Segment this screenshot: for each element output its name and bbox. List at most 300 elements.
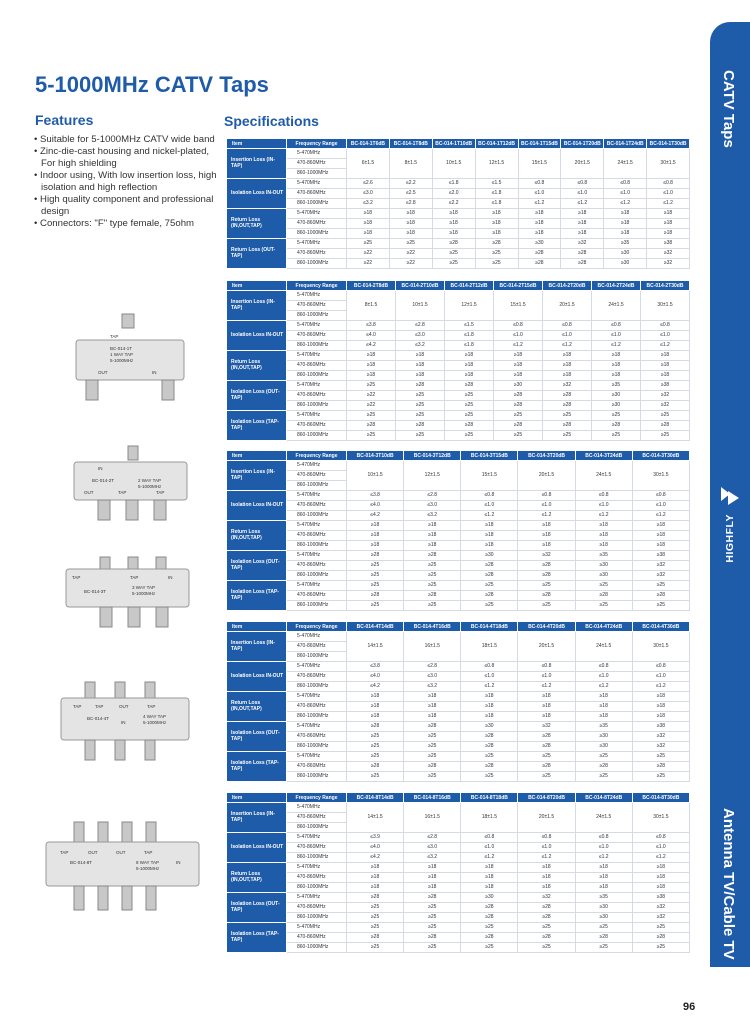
column-header: BC-014-8T20dB	[518, 793, 575, 803]
table-row	[227, 722, 690, 732]
label-model: BC-014-2T	[92, 478, 115, 483]
table-row	[227, 873, 690, 883]
value-cell: ≤1.2	[632, 853, 689, 863]
table-row	[227, 209, 690, 219]
value-cell: ≥25	[347, 943, 404, 953]
value-cell: ≥28	[404, 933, 461, 943]
value-cell: ≥28	[518, 571, 575, 581]
table-row	[227, 833, 690, 843]
value-cell: ≥28	[396, 421, 445, 431]
table-row	[227, 461, 690, 471]
column-header: Frequency Range	[287, 622, 347, 632]
label-type: 2 WAY TAP	[138, 478, 162, 483]
value-cell: ≥18	[389, 219, 432, 229]
insertion-loss-cell: 20±1.5	[518, 461, 575, 491]
column-header: Item	[227, 281, 287, 291]
value-cell: ≥25	[347, 239, 390, 249]
item-label: Isolation Loss (OUT-TAP)	[227, 381, 287, 411]
value-cell: ≥18	[404, 883, 461, 893]
value-cell: ≥18	[632, 692, 689, 702]
label-tap: TAP	[110, 334, 119, 339]
value-cell: ≤1.0	[604, 189, 647, 199]
value-cell: ≤2.2	[432, 199, 475, 209]
label-in: IN	[168, 575, 173, 580]
value-cell: ≥18	[632, 521, 689, 531]
insertion-loss-cell: 24±1.5	[575, 632, 632, 662]
table-row	[227, 341, 690, 351]
value-cell: ≥18	[432, 229, 475, 239]
value-cell: ≥18	[404, 531, 461, 541]
table-row	[227, 702, 690, 712]
insertion-loss-cell: 14±1.5	[347, 803, 404, 833]
value-cell: ≥28	[518, 913, 575, 923]
value-cell: ≥25	[592, 431, 641, 441]
value-cell: ≥18	[347, 531, 404, 541]
column-header: BC-014-1T15dB	[518, 139, 561, 149]
insertion-loss-cell: 30±1.5	[632, 803, 689, 833]
value-cell: ≥25	[461, 601, 518, 611]
value-cell: ≥25	[461, 772, 518, 782]
frequency-cell: 860-1000MHz	[287, 401, 347, 411]
table-row	[227, 381, 690, 391]
insertion-loss-cell: 20±1.5	[543, 291, 592, 321]
value-cell: ≥35	[575, 722, 632, 732]
value-cell: ≤1.0	[632, 843, 689, 853]
frequency-cell: 5-470MHz	[287, 923, 347, 933]
frequency-cell: 470-860MHz	[287, 702, 347, 712]
value-cell: ≥25	[632, 752, 689, 762]
item-label: Return Loss (IN,OUT,TAP)	[227, 863, 287, 893]
value-cell: ≤4.0	[347, 672, 404, 682]
value-cell: ≥25	[347, 581, 404, 591]
insertion-loss-cell: 30±1.5	[632, 461, 689, 491]
value-cell: ≥25	[632, 943, 689, 953]
item-label: Return Loss (OUT-TAP)	[227, 239, 287, 269]
value-cell: ≥18	[461, 883, 518, 893]
table-row	[227, 421, 690, 431]
column-header: BC-014-2T30dB	[641, 281, 690, 291]
value-cell: ≤2.8	[404, 662, 461, 672]
column-header: BC-014-4T18dB	[461, 622, 518, 632]
item-label: Isolation Loss IN-OUT	[227, 491, 287, 521]
table-row	[227, 712, 690, 722]
value-cell: ≥28	[561, 259, 604, 269]
label-out: OUT	[84, 490, 94, 495]
frequency-cell: 470-860MHz	[287, 501, 347, 511]
value-cell: ≤1.0	[632, 672, 689, 682]
table-row	[227, 662, 690, 672]
value-cell: ≥18	[404, 702, 461, 712]
table-row	[227, 179, 690, 189]
value-cell: ≤1.0	[632, 501, 689, 511]
label-tap: TAP	[73, 704, 82, 709]
insertion-loss-cell: 14±1.5	[347, 632, 404, 662]
feature-item: • High quality component and professional design	[33, 194, 218, 218]
value-cell: ≥38	[632, 722, 689, 732]
value-cell: ≤0.8	[575, 491, 632, 501]
feature-item: • Zinc-die-cast housing and nickel-plated, For high shielding	[33, 146, 218, 170]
value-cell: ≥38	[632, 893, 689, 903]
value-cell: ≥25	[518, 752, 575, 762]
value-cell: ≥18	[347, 521, 404, 531]
value-cell: ≥25	[404, 601, 461, 611]
frequency-cell: 5-470MHz	[287, 149, 347, 159]
frequency-cell: 470-860MHz	[287, 672, 347, 682]
value-cell: ≤1.8	[475, 189, 518, 199]
value-cell: ≥30	[461, 551, 518, 561]
sidebar-category: Antenna TV/Cable TV	[720, 808, 737, 960]
value-cell: ≥25	[543, 431, 592, 441]
value-cell: ≤1.2	[575, 682, 632, 692]
value-cell: ≤1.2	[461, 853, 518, 863]
table-row	[227, 893, 690, 903]
frequency-cell: 860-1000MHz	[287, 652, 347, 662]
value-cell: ≥18	[561, 219, 604, 229]
value-cell: ≥18	[647, 209, 690, 219]
value-cell: ≥28	[461, 591, 518, 601]
value-cell: ≤1.2	[518, 853, 575, 863]
value-cell: ≥18	[475, 209, 518, 219]
value-cell: ≥22	[347, 249, 390, 259]
label-tap: TAP	[144, 850, 153, 855]
value-cell: ≥30	[494, 381, 543, 391]
table-row	[227, 331, 690, 341]
value-cell: ≥28	[404, 722, 461, 732]
table-row	[227, 411, 690, 421]
item-label: Isolation Loss (TAP-TAP)	[227, 752, 287, 782]
column-header: BC-014-4T24dB	[575, 622, 632, 632]
frequency-cell: 470-860MHz	[287, 732, 347, 742]
value-cell: ≥28	[461, 913, 518, 923]
value-cell: ≥28	[494, 401, 543, 411]
value-cell: ≥18	[518, 531, 575, 541]
frequency-cell: 860-1000MHz	[287, 259, 347, 269]
tap-4way-image	[55, 680, 195, 770]
item-label: Isolation Loss (TAP-TAP)	[227, 411, 287, 441]
value-cell: ≥18	[518, 219, 561, 229]
value-cell: ≤3.0	[404, 843, 461, 853]
value-cell: ≥28	[461, 762, 518, 772]
value-cell: ≥18	[543, 361, 592, 371]
item-label: Isolation Loss (OUT-TAP)	[227, 551, 287, 581]
value-cell: ≥30	[604, 259, 647, 269]
item-label: Isolation Loss (OUT-TAP)	[227, 893, 287, 923]
value-cell: ≤4.2	[347, 682, 404, 692]
value-cell: ≥28	[494, 391, 543, 401]
value-cell: ≥28	[518, 742, 575, 752]
frequency-cell: 5-470MHz	[287, 722, 347, 732]
value-cell: ≥18	[641, 361, 690, 371]
value-cell: ≤1.2	[592, 341, 641, 351]
value-cell: ≤1.0	[561, 189, 604, 199]
table-row	[227, 561, 690, 571]
value-cell: ≥28	[543, 391, 592, 401]
value-cell: ≥18	[592, 361, 641, 371]
value-cell: ≥28	[461, 903, 518, 913]
table-row	[227, 632, 690, 642]
column-header: Item	[227, 451, 287, 461]
item-label: Isolation Loss IN-OUT	[227, 833, 287, 863]
label-type: 8 WAY TAP	[136, 860, 160, 865]
value-cell: ≥30	[575, 903, 632, 913]
frequency-cell: 470-860MHz	[287, 421, 347, 431]
value-cell: ≤1.0	[518, 672, 575, 682]
value-cell: ≥30	[592, 391, 641, 401]
insertion-loss-cell: 15±1.5	[461, 461, 518, 491]
frequency-cell: 860-1000MHz	[287, 511, 347, 521]
value-cell: ≥18	[632, 883, 689, 893]
table-row	[227, 803, 690, 813]
item-label: Isolation Loss (OUT-TAP)	[227, 722, 287, 752]
value-cell: ≥32	[641, 391, 690, 401]
table-row	[227, 239, 690, 249]
value-cell: ≥25	[641, 411, 690, 421]
page-number: 96	[683, 1001, 696, 1013]
value-cell: ≥30	[518, 239, 561, 249]
value-cell: ≥18	[347, 863, 404, 873]
table-row	[227, 672, 690, 682]
frequency-cell: 5-470MHz	[287, 803, 347, 813]
value-cell: ≥18	[389, 229, 432, 239]
value-cell: ≥18	[632, 863, 689, 873]
frequency-cell: 470-860MHz	[287, 903, 347, 913]
table-row	[227, 591, 690, 601]
value-cell: ≥18	[632, 712, 689, 722]
value-cell: ≥28	[641, 421, 690, 431]
value-cell: ≥25	[347, 431, 396, 441]
table-row	[227, 491, 690, 501]
insertion-loss-cell: 6±1.5	[347, 149, 390, 179]
features-heading: Features	[35, 112, 94, 128]
value-cell: ≥25	[518, 772, 575, 782]
value-cell: ≥25	[461, 581, 518, 591]
value-cell: ≥18	[632, 702, 689, 712]
value-cell: ≤0.8	[647, 179, 690, 189]
spec-table-4t	[226, 621, 690, 782]
table-row	[227, 752, 690, 762]
value-cell: ≥25	[404, 913, 461, 923]
value-cell: ≥35	[575, 893, 632, 903]
value-cell: ≥25	[404, 943, 461, 953]
value-cell: ≤1.0	[641, 331, 690, 341]
value-cell: ≤1.2	[561, 199, 604, 209]
value-cell: ≤1.2	[518, 511, 575, 521]
frequency-cell: 5-470MHz	[287, 893, 347, 903]
item-label: Isolation Loss IN-OUT	[227, 321, 287, 351]
label-freq: 5-1000MHz	[143, 720, 167, 725]
value-cell: ≥25	[575, 752, 632, 762]
frequency-cell: 470-860MHz	[287, 391, 347, 401]
value-cell: ≥28	[518, 249, 561, 259]
value-cell: ≥18	[518, 883, 575, 893]
label-tap: TAP	[156, 490, 165, 495]
column-header: BC-014-4T14dB	[347, 622, 404, 632]
value-cell: ≤3.0	[404, 672, 461, 682]
value-cell: ≤4.0	[347, 843, 404, 853]
value-cell: ≤1.0	[494, 331, 543, 341]
value-cell: ≥25	[389, 239, 432, 249]
label-model: BC-014-1T	[110, 346, 133, 351]
value-cell: ≥30	[575, 732, 632, 742]
value-cell: ≥18	[461, 863, 518, 873]
value-cell: ≥25	[404, 923, 461, 933]
value-cell: ≥25	[347, 732, 404, 742]
value-cell: ≥28	[575, 933, 632, 943]
column-header: BC-014-3T15dB	[461, 451, 518, 461]
label-out: OUT	[88, 850, 98, 855]
value-cell: ≥18	[389, 209, 432, 219]
value-cell: ≤2.8	[404, 491, 461, 501]
frequency-cell: 470-860MHz	[287, 301, 347, 311]
value-cell: ≥28	[404, 551, 461, 561]
insertion-loss-cell: 12±1.5	[445, 291, 494, 321]
label-freq: 5-1000MHz	[138, 484, 162, 489]
frequency-cell: 860-1000MHz	[287, 431, 347, 441]
value-cell: ≤1.0	[647, 189, 690, 199]
value-cell: ≤3.0	[347, 189, 390, 199]
value-cell: ≥18	[641, 351, 690, 361]
value-cell: ≤0.8	[518, 179, 561, 189]
value-cell: ≥28	[461, 571, 518, 581]
value-cell: ≥18	[432, 209, 475, 219]
value-cell: ≥25	[518, 601, 575, 611]
table-row	[227, 913, 690, 923]
column-header: BC-014-3T10dB	[347, 451, 404, 461]
label-in: IN	[152, 370, 157, 375]
value-cell: ≥28	[518, 591, 575, 601]
column-header: BC-014-3T24dB	[575, 451, 632, 461]
table-row	[227, 772, 690, 782]
label-model: BC-014-8T	[70, 860, 93, 865]
value-cell: ≤1.8	[445, 341, 494, 351]
insertion-loss-cell: 8±1.5	[347, 291, 396, 321]
column-header: BC-014-2T20dB	[543, 281, 592, 291]
value-cell: ≤1.8	[445, 331, 494, 341]
logo-mark-icon	[719, 484, 741, 510]
table-row	[227, 321, 690, 331]
value-cell: ≥28	[632, 762, 689, 772]
value-cell: ≤1.2	[641, 341, 690, 351]
value-cell: ≤0.8	[494, 321, 543, 331]
value-cell: ≥32	[518, 893, 575, 903]
value-cell: ≥18	[347, 702, 404, 712]
value-cell: ≤0.8	[561, 179, 604, 189]
value-cell: ≥18	[518, 702, 575, 712]
value-cell: ≥25	[641, 431, 690, 441]
value-cell: ≥18	[632, 873, 689, 883]
value-cell: ≤1.2	[647, 199, 690, 209]
value-cell: ≥18	[575, 712, 632, 722]
frequency-cell: 860-1000MHz	[287, 229, 347, 239]
value-cell: ≥28	[396, 381, 445, 391]
table-row	[227, 933, 690, 943]
value-cell: ≤1.2	[461, 682, 518, 692]
insertion-loss-cell: 30±1.5	[647, 149, 690, 179]
value-cell: ≥25	[404, 772, 461, 782]
insertion-loss-cell: 24±1.5	[575, 461, 632, 491]
spec-table-1t	[226, 138, 690, 269]
item-label: Return Loss (IN,OUT,TAP)	[227, 521, 287, 551]
value-cell: ≥32	[518, 551, 575, 561]
value-cell: ≥18	[432, 219, 475, 229]
value-cell: ≥18	[575, 863, 632, 873]
frequency-cell: 470-860MHz	[287, 873, 347, 883]
value-cell: ≥18	[543, 351, 592, 361]
value-cell: ≤1.2	[575, 853, 632, 863]
insertion-loss-cell: 24±1.5	[604, 149, 647, 179]
value-cell: ≤2.8	[404, 833, 461, 843]
label-tap: TAP	[130, 575, 139, 580]
value-cell: ≥18	[347, 361, 396, 371]
label-freq: 5-1000MHz	[136, 866, 160, 871]
value-cell: ≤4.0	[347, 501, 404, 511]
column-header: BC-014-2T8dB	[347, 281, 396, 291]
value-cell: ≤0.8	[575, 833, 632, 843]
table-row	[227, 682, 690, 692]
value-cell: ≤1.5	[475, 179, 518, 189]
column-header: BC-014-3T20dB	[518, 451, 575, 461]
item-label: Isolation Loss (TAP-TAP)	[227, 581, 287, 611]
column-header: BC-014-2T15dB	[494, 281, 543, 291]
column-header: Frequency Range	[287, 281, 347, 291]
value-cell: ≤0.8	[641, 321, 690, 331]
insertion-loss-cell: 15±1.5	[494, 291, 543, 321]
value-cell: ≥32	[632, 732, 689, 742]
frequency-cell: 5-470MHz	[287, 752, 347, 762]
insertion-loss-cell: 20±1.5	[518, 803, 575, 833]
value-cell: ≤4.2	[347, 853, 404, 863]
value-cell: ≥18	[518, 541, 575, 551]
value-cell: ≤1.0	[543, 331, 592, 341]
frequency-cell: 5-470MHz	[287, 239, 347, 249]
value-cell: ≥18	[347, 712, 404, 722]
frequency-cell: 860-1000MHz	[287, 601, 347, 611]
value-cell: ≥25	[575, 943, 632, 953]
insertion-loss-cell: 10±1.5	[432, 149, 475, 179]
label-type: 1 WAY TAP	[110, 352, 134, 357]
value-cell: ≥18	[575, 541, 632, 551]
value-cell: ≥25	[445, 401, 494, 411]
insertion-loss-cell: 30±1.5	[641, 291, 690, 321]
value-cell: ≥30	[575, 913, 632, 923]
value-cell: ≥25	[347, 561, 404, 571]
table-row	[227, 883, 690, 893]
value-cell: ≥18	[632, 531, 689, 541]
value-cell: ≤1.0	[575, 501, 632, 511]
frequency-cell: 860-1000MHz	[287, 481, 347, 491]
value-cell: ≥18	[445, 351, 494, 361]
label-type: 4 WAY TAP	[143, 714, 167, 719]
table-row	[227, 531, 690, 541]
value-cell: ≥25	[404, 752, 461, 762]
section-sidebar	[710, 22, 750, 967]
column-header: BC-014-3T30dB	[632, 451, 689, 461]
table-header-row	[227, 451, 690, 461]
value-cell: ≥25	[494, 431, 543, 441]
value-cell: ≥25	[632, 581, 689, 591]
table-row	[227, 511, 690, 521]
value-cell: ≤1.0	[518, 843, 575, 853]
value-cell: ≥28	[404, 893, 461, 903]
frequency-cell: 470-860MHz	[287, 219, 347, 229]
value-cell: ≤1.0	[575, 672, 632, 682]
sidebar-section-title: CATV Taps	[720, 70, 737, 148]
label-in: IN	[121, 720, 126, 725]
value-cell: ≤3.2	[404, 682, 461, 692]
value-cell: ≥38	[641, 381, 690, 391]
column-header: BC-014-4T20dB	[518, 622, 575, 632]
table-row	[227, 541, 690, 551]
